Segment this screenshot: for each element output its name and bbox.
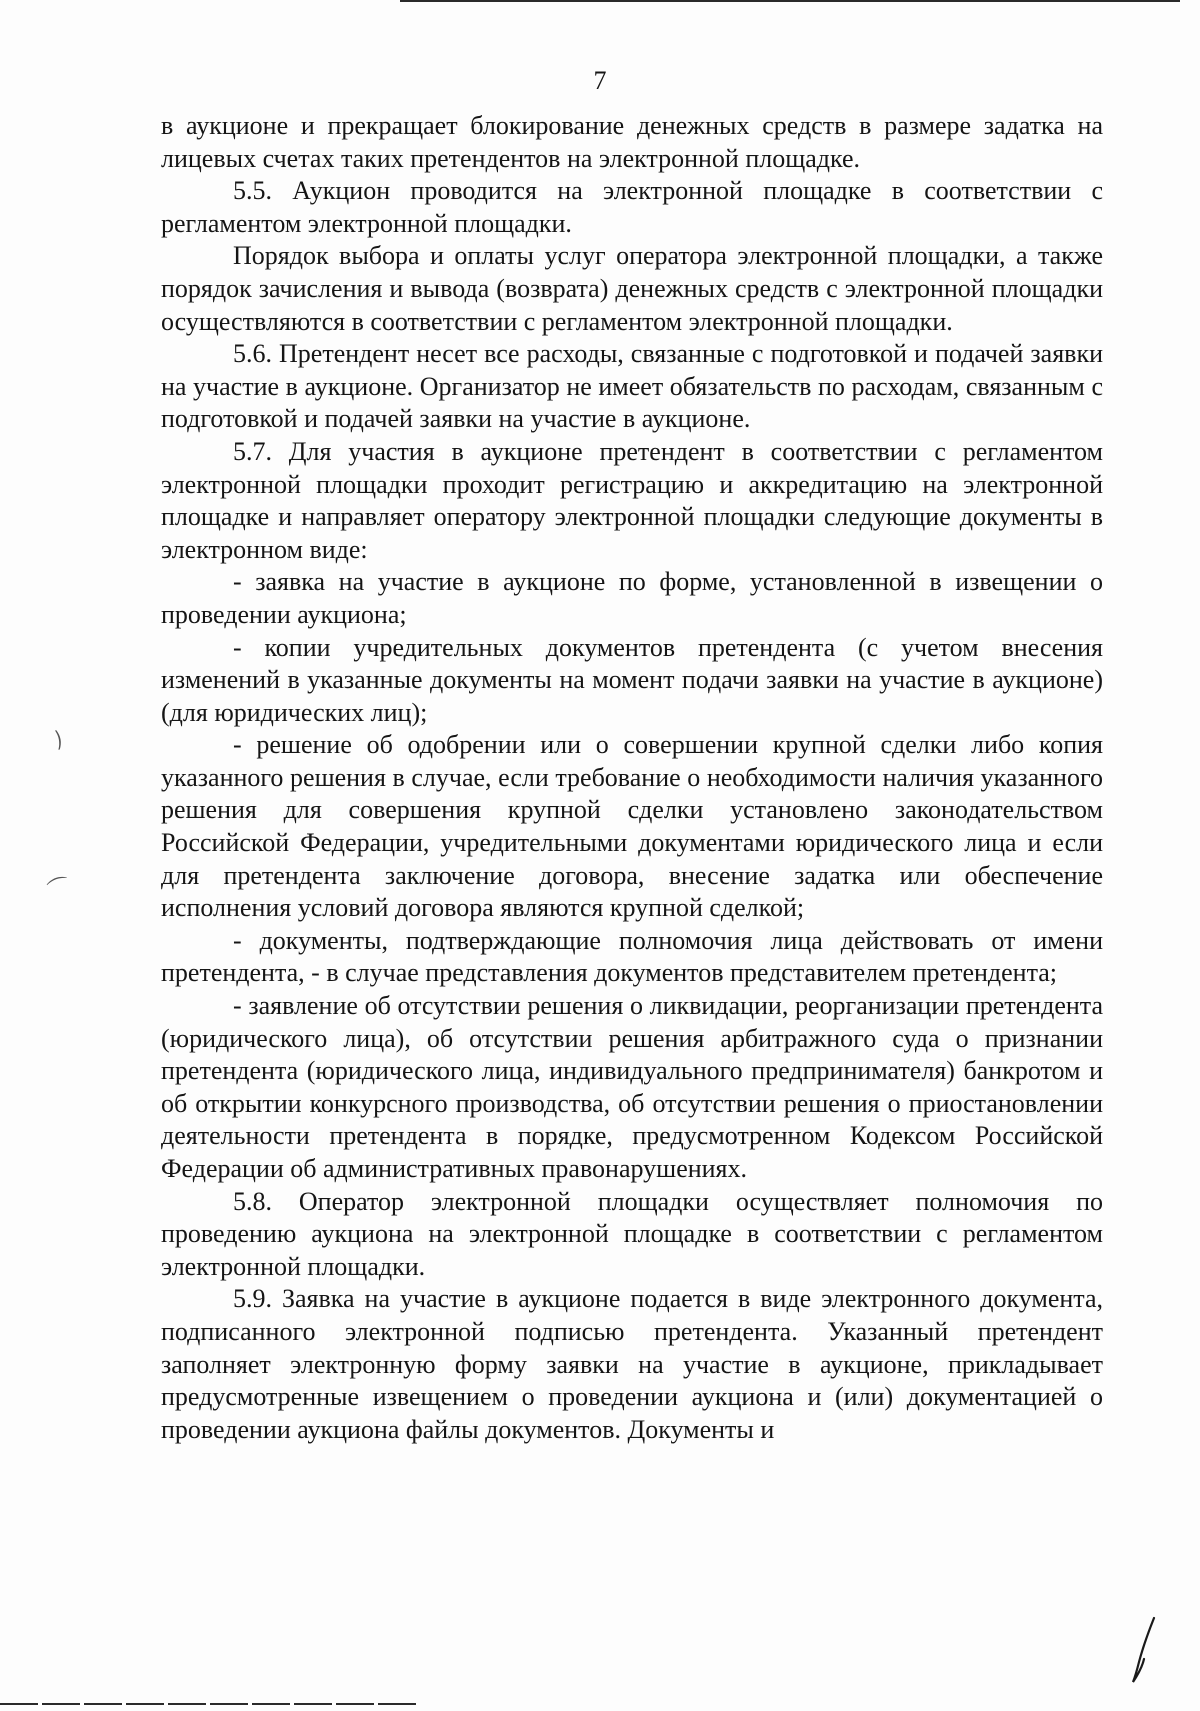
paragraph-operator-services: Порядок выбора и оплаты услуг оператора электронной площадки, а также порядок зачисления и вывода (возврата) денежных средств с электронной площадки осуществляются в соответствии с регламентом электронной площадки. (161, 241, 1103, 336)
initial-signature (1128, 1615, 1158, 1685)
list-item-no-liquidation-statement: - заявление об отсутствии решения о ликвидации, реорганизации претендента (юридического лица), об отсутствии решения арбитражного суда о признании претендента (юридического лица, индивидуального предпринимателя) банкротом и об открытии конкурсного производства, об отсутствии решения о приостановлении деятельности претендента в порядке, предусмотренном Кодексом Российской Федерации об административных правонарушениях. (161, 991, 1103, 1183)
list-item-major-transaction: - решение об одобрении или о совершении крупной сделки либо копия указанного решения в случае, если требование о необходимости наличия указанного решения для совершения крупной сделки установлено законодательством Российской Федерации, учредительными документами юридического лица и если для претендента заключение договора, внесение задатка или обеспечение исполнения условий договора являются крупной сделкой; (161, 730, 1103, 923)
list-item-application-form: - заявка на участие в аукционе по форме, установленной в извещении о проведении аукциона; (161, 567, 1103, 629)
page-number: 7 (593, 66, 607, 95)
paragraph-5-6: 5.6. Претендент несет все расходы, связанные с подготовкой и подачей заявки на участие в аукционе. Организатор не имеет обязательств по расходам, связанным с подготовкой и подачей заявки на участие в аукционе. (161, 339, 1103, 434)
paragraph-continuation: в аукционе и прекращает блокирование денежных средств в размере задатка на лицевых счетах таких претендентов на электронной площадке. (161, 111, 1103, 173)
margin-scan-mark: ⌒ (44, 872, 74, 904)
paragraph-5-9: 5.9. Заявка на участие в аукционе подается в виде электронного документа, подписанного электронной подписью претендента. Указанный претендент заполняет электронную форму заявки на участие в аукционе, прикладывает предусмотренные извещением о проведении аукциона и (или) документацией о проведении аукциона файлы документов. Документы и (161, 1284, 1103, 1444)
document-body (161, 110, 1103, 1446)
paragraph-5-8: 5.8. Оператор электронной площадки осуществляет полномочия по проведению аукциона на электронной площадке в соответствии с регламентом электронной площадки. (161, 1186, 1103, 1281)
list-item-authority-documents: - документы, подтверждающие полномочия лица действовать от имени претендента, - в случае представления документов представителем претендента; (161, 925, 1103, 988)
margin-scan-mark: ⁔ (55, 727, 84, 749)
top-rule (400, 0, 1180, 2)
paragraph-5-7: 5.7. Для участия в аукционе претендент в соответствии с регламентом электронной площадки проходит регистрацию и аккредитацию на электронной площадке и направляет оператору электронной площадки следующие документы в электронном виде: (161, 436, 1103, 564)
bottom-rule (0, 1703, 420, 1705)
paragraph-5-5: 5.5. Аукцион проводится на электронной площадке в соответствии с регламентом электронной площадки. (161, 176, 1103, 238)
list-item-founding-documents: - копии учредительных документов претендента (с учетом внесения изменений в указанные документы на момент подачи заявки на участие в аукционе) (для юридических лиц); (161, 632, 1103, 727)
